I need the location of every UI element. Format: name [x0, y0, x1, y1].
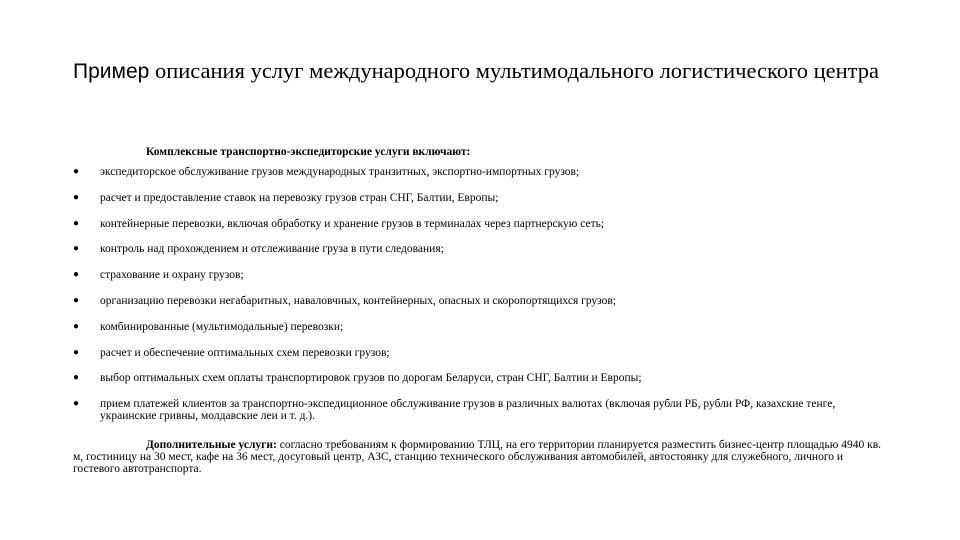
bullet-icon: ● [73, 294, 80, 306]
list-item-text: контроль над прохождением и отслеживание груза в пути следования; [100, 243, 444, 256]
list-item-text: прием платежей клиентов за транспортно-экспедиционное обслуживание грузов в различных валютах (включая рубли РБ, рубли РФ, казахские тенге, украинские гривны, молдавские леи и т. д.). [100, 398, 836, 423]
bullet-icon: ● [73, 346, 80, 358]
list-item [73, 347, 893, 373]
bullet-icon: ● [73, 398, 80, 410]
additional-services [73, 439, 883, 475]
list-item-text: контейнерные перевозки, включая обработку и хранение грузов в терминалах через партнерскую сеть; [100, 217, 605, 230]
list-item [73, 243, 893, 269]
section-heading: Комплексные транспортно-экспедиторские услуги включают: [146, 146, 471, 158]
title-rest: описания услуг международного мультимодального логистического центра [149, 58, 880, 83]
bullet-icon: ● [73, 269, 80, 281]
list-item [73, 218, 893, 244]
bullet-icon: ● [73, 166, 80, 177]
bullet-icon: ● [73, 320, 80, 332]
title-lead: Пример [73, 60, 150, 83]
additional-text: согласно требованиям к формированию ТЛЦ, на его территории планируется разместить бизнес-центр площадью 4940 кв. м, гостиницу на 30 мест, кафе на 36 мест, досуговый центр, АЗС, станцию технического обслуживания автомобилей, автостоянку для служебного, личного и гостевого автотранспорта. [73, 439, 881, 475]
services-list [73, 166, 893, 430]
list-item-text: экспедиторское обслуживание грузов международных транзитных, экспортно-импортных грузов; [100, 166, 580, 178]
bullet-icon: ● [73, 243, 80, 255]
list-item [73, 166, 893, 192]
list-item-text: страхование и охрану грузов; [100, 269, 244, 282]
list-item [73, 321, 893, 347]
list-item [73, 295, 893, 321]
list-item-text: расчет и обеспечение оптимальных схем перевозки грузов; [100, 346, 390, 359]
bullet-icon: ● [73, 191, 80, 203]
list-item-text: расчет и предоставление ставок на перевозку грузов стран СНГ, Балтии, Европы; [100, 191, 499, 204]
list-item [73, 192, 893, 218]
bullet-icon: ● [73, 372, 80, 384]
additional-label: Дополнительные услуги: [146, 439, 277, 451]
list-item [73, 372, 893, 398]
list-item-text: выбор оптимальных схем оплаты транспортировок грузов по дорогам Беларуси, стран СНГ, Балтии и Европы; [100, 372, 642, 385]
list-item [73, 398, 893, 430]
page-title [73, 56, 933, 86]
list-item [73, 269, 893, 295]
list-item-text: организацию перевозки негабаритных, наваловчных, контейнерных, опасных и скоропортящихся грузов; [100, 294, 617, 307]
bullet-icon: ● [73, 217, 80, 229]
list-item-text: комбинированные (мультимодальные) перевозки; [100, 320, 344, 333]
